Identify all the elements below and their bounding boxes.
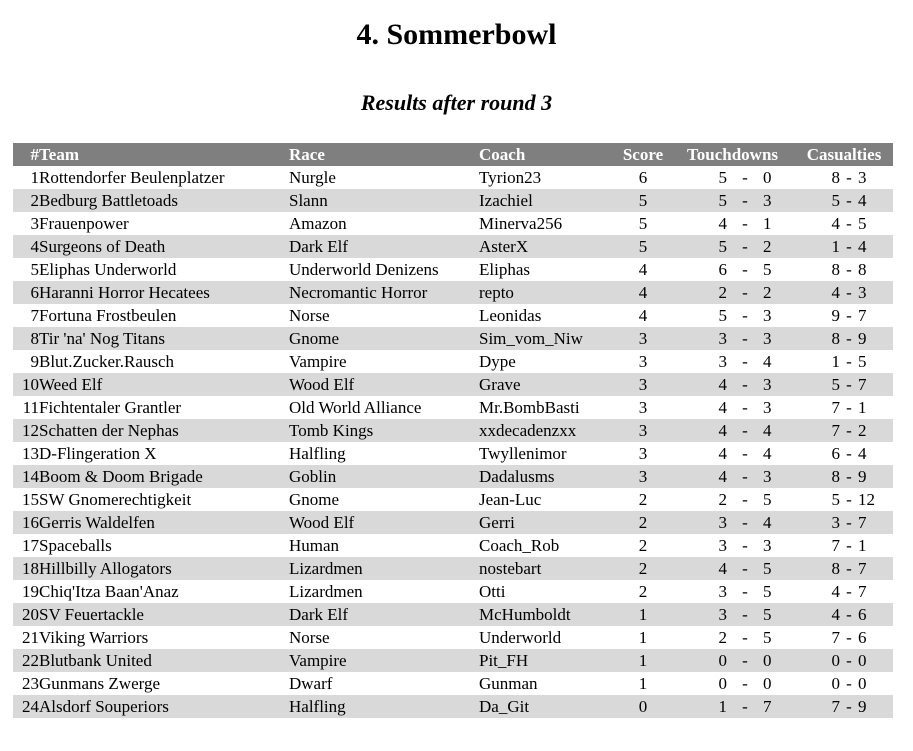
table-row bbox=[13, 396, 893, 419]
touchdowns-separator: - bbox=[727, 235, 763, 258]
casualties-for-cell: 7 bbox=[795, 695, 840, 718]
rank-cell: 9 bbox=[30, 352, 39, 371]
team-cell: SV Feuertackle bbox=[39, 603, 289, 626]
touchdowns-against-cell: 3 bbox=[763, 373, 795, 396]
score-cell: 1 bbox=[616, 603, 670, 626]
casualties-separator: - bbox=[840, 327, 858, 350]
coach-cell: Grave bbox=[479, 373, 616, 396]
touchdowns-separator: - bbox=[727, 465, 763, 488]
coach-cell: Tyrion23 bbox=[479, 168, 542, 187]
casualties-against-cell: 3 bbox=[858, 281, 893, 304]
casualties-separator: - bbox=[840, 695, 858, 718]
table-row bbox=[13, 649, 893, 672]
team-cell: Blutbank United bbox=[39, 649, 289, 672]
touchdowns-separator: - bbox=[727, 557, 763, 580]
column-header-casualties: Casualties bbox=[795, 143, 893, 166]
touchdowns-separator: - bbox=[742, 352, 748, 371]
race-cell: Underworld Denizens bbox=[289, 260, 439, 279]
casualties-for-cell: 1 bbox=[795, 235, 840, 258]
rank-cell: 24 bbox=[13, 695, 39, 718]
table-row bbox=[13, 419, 893, 442]
race-cell: Vampire bbox=[289, 649, 479, 672]
casualties-separator: - bbox=[840, 465, 858, 488]
coach-cell: repto bbox=[479, 281, 616, 304]
casualties-separator: - bbox=[846, 168, 852, 187]
race-cell: Gnome bbox=[289, 327, 479, 350]
rank-cell: 1 bbox=[30, 168, 39, 187]
touchdowns-separator: - bbox=[727, 281, 763, 304]
touchdowns-separator: - bbox=[742, 168, 748, 187]
touchdowns-for-cell: 2 bbox=[718, 628, 727, 647]
race-cell: Halfling bbox=[289, 444, 346, 463]
coach-cell: Gunman bbox=[479, 674, 538, 693]
team-cell: Rottendorfer Beulenplatzer bbox=[39, 168, 225, 187]
touchdowns-for-cell: 2 bbox=[718, 490, 727, 509]
score-cell: 6 bbox=[638, 168, 648, 187]
touchdowns-against-cell: 3 bbox=[763, 536, 772, 555]
touchdowns-for-cell: 2 bbox=[670, 281, 727, 304]
table-row bbox=[13, 235, 893, 258]
table-row bbox=[13, 603, 893, 626]
touchdowns-for-cell: 1 bbox=[670, 695, 727, 718]
casualties-against-cell: 12 bbox=[858, 490, 876, 509]
casualties-for-cell: 8 bbox=[831, 168, 841, 187]
casualties-separator: - bbox=[840, 281, 858, 304]
casualties-separator: - bbox=[846, 444, 852, 463]
score-cell: 2 bbox=[638, 536, 648, 555]
standings-table bbox=[13, 143, 893, 718]
team-cell: Gunmans Zwerge bbox=[39, 674, 161, 693]
casualties-for-cell: 9 bbox=[831, 306, 841, 325]
score-cell: 5 bbox=[616, 189, 670, 212]
rank-cell: 23 bbox=[22, 674, 39, 693]
race-cell: Dark Elf bbox=[289, 235, 479, 258]
touchdowns-against-cell: 2 bbox=[763, 281, 795, 304]
column-header-score: Score bbox=[616, 143, 670, 166]
casualties-separator: - bbox=[846, 260, 852, 279]
table-row bbox=[13, 511, 893, 534]
casualties-separator: - bbox=[846, 536, 852, 555]
casualties-separator: - bbox=[846, 628, 852, 647]
rank-cell: 8 bbox=[13, 327, 39, 350]
coach-cell: Jean-Luc bbox=[479, 490, 542, 509]
touchdowns-against-cell: 5 bbox=[763, 582, 772, 601]
race-cell: Dwarf bbox=[289, 674, 333, 693]
casualties-separator: - bbox=[840, 649, 858, 672]
casualties-separator: - bbox=[846, 398, 852, 417]
touchdowns-against-cell: 0 bbox=[763, 649, 795, 672]
coach-cell: Pit_FH bbox=[479, 649, 616, 672]
touchdowns-against-cell: 5 bbox=[763, 628, 772, 647]
casualties-separator: - bbox=[840, 419, 858, 442]
casualties-against-cell: 9 bbox=[858, 327, 893, 350]
touchdowns-separator: - bbox=[742, 260, 748, 279]
touchdowns-for-cell: 0 bbox=[670, 649, 727, 672]
casualties-against-cell: 0 bbox=[858, 649, 893, 672]
team-cell: Blut.Zucker.Rausch bbox=[39, 352, 175, 371]
casualties-against-cell: 4 bbox=[858, 189, 893, 212]
rank-cell: 5 bbox=[30, 260, 39, 279]
casualties-against-cell: 1 bbox=[858, 398, 867, 417]
touchdowns-against-cell: 4 bbox=[763, 444, 772, 463]
race-cell: Goblin bbox=[289, 465, 479, 488]
casualties-separator: - bbox=[846, 674, 852, 693]
touchdowns-for-cell: 5 bbox=[718, 306, 727, 325]
column-header-team: Team bbox=[39, 143, 289, 166]
touchdowns-separator: - bbox=[727, 327, 763, 350]
column-header-race: Race bbox=[289, 143, 479, 166]
team-cell: Haranni Horror Hecatees bbox=[39, 281, 289, 304]
team-cell: Eliphas Underworld bbox=[39, 260, 177, 279]
race-cell: Human bbox=[289, 536, 340, 555]
touchdowns-separator: - bbox=[742, 490, 748, 509]
table-row bbox=[13, 626, 893, 649]
touchdowns-for-cell: 3 bbox=[718, 352, 727, 371]
casualties-for-cell: 5 bbox=[795, 189, 840, 212]
touchdowns-separator: - bbox=[727, 695, 763, 718]
touchdowns-against-cell: 3 bbox=[763, 189, 795, 212]
table-row bbox=[13, 695, 893, 718]
coach-cell: Sim_vom_Niw bbox=[479, 327, 616, 350]
table-row bbox=[13, 534, 893, 557]
touchdowns-separator: - bbox=[742, 582, 748, 601]
casualties-against-cell: 5 bbox=[858, 352, 867, 371]
touchdowns-against-cell: 0 bbox=[763, 674, 772, 693]
touchdowns-against-cell: 0 bbox=[763, 168, 772, 187]
casualties-separator: - bbox=[846, 490, 852, 509]
rank-cell: 7 bbox=[30, 306, 39, 325]
score-cell: 1 bbox=[616, 649, 670, 672]
touchdowns-for-cell: 5 bbox=[670, 189, 727, 212]
touchdowns-for-cell: 6 bbox=[718, 260, 727, 279]
coach-cell: Coach_Rob bbox=[479, 536, 560, 555]
casualties-separator: - bbox=[846, 352, 852, 371]
casualties-against-cell: 0 bbox=[858, 674, 867, 693]
race-cell: Necromantic Horror bbox=[289, 281, 479, 304]
coach-cell: xxdecadenzxx bbox=[479, 419, 616, 442]
race-cell: Gnome bbox=[289, 490, 340, 509]
touchdowns-for-cell: 4 bbox=[718, 398, 727, 417]
score-cell: 3 bbox=[616, 419, 670, 442]
casualties-against-cell: 5 bbox=[858, 214, 867, 233]
casualties-for-cell: 7 bbox=[831, 628, 841, 647]
touchdowns-against-cell: 5 bbox=[763, 557, 795, 580]
team-cell: Viking Warriors bbox=[39, 628, 149, 647]
coach-cell: Leonidas bbox=[479, 306, 542, 325]
casualties-separator: - bbox=[840, 373, 858, 396]
team-cell: Boom & Doom Brigade bbox=[39, 465, 289, 488]
table-row bbox=[13, 465, 893, 488]
casualties-against-cell: 6 bbox=[858, 628, 867, 647]
table-header-row bbox=[13, 143, 893, 166]
touchdowns-for-cell: 0 bbox=[718, 674, 727, 693]
race-cell: Amazon bbox=[289, 214, 347, 233]
coach-cell: Dadalusms bbox=[479, 465, 616, 488]
score-cell: 2 bbox=[638, 582, 648, 601]
casualties-against-cell: 3 bbox=[858, 168, 867, 187]
score-cell: 0 bbox=[616, 695, 670, 718]
rank-cell: 11 bbox=[22, 398, 39, 417]
rank-cell: 21 bbox=[22, 628, 39, 647]
touchdowns-for-cell: 4 bbox=[718, 444, 727, 463]
touchdowns-separator: - bbox=[727, 189, 763, 212]
race-cell: Nurgle bbox=[289, 168, 336, 187]
touchdowns-separator: - bbox=[742, 214, 748, 233]
casualties-for-cell: 8 bbox=[795, 327, 840, 350]
coach-cell: Twyllenimor bbox=[479, 444, 567, 463]
touchdowns-for-cell: 4 bbox=[670, 373, 727, 396]
column-header-touchdowns: Touchdowns bbox=[670, 143, 795, 166]
team-cell: Weed Elf bbox=[39, 373, 289, 396]
casualties-for-cell: 6 bbox=[831, 444, 841, 463]
touchdowns-against-cell: 3 bbox=[763, 327, 795, 350]
touchdowns-for-cell: 4 bbox=[670, 557, 727, 580]
touchdowns-against-cell: 7 bbox=[763, 695, 795, 718]
table-row bbox=[13, 442, 893, 465]
table-row bbox=[13, 672, 893, 695]
casualties-for-cell: 0 bbox=[831, 674, 841, 693]
table-row bbox=[13, 166, 893, 189]
page-subtitle: Results after round 3 bbox=[360, 90, 553, 115]
rank-cell: 19 bbox=[22, 582, 39, 601]
touchdowns-against-cell: 4 bbox=[763, 511, 795, 534]
touchdowns-separator: - bbox=[742, 398, 748, 417]
score-cell: 4 bbox=[638, 260, 648, 279]
race-cell: Dark Elf bbox=[289, 603, 479, 626]
casualties-separator: - bbox=[840, 557, 858, 580]
touchdowns-against-cell: 3 bbox=[763, 306, 772, 325]
race-cell: Halfling bbox=[289, 695, 479, 718]
touchdowns-for-cell: 4 bbox=[718, 214, 727, 233]
score-cell: 4 bbox=[638, 306, 648, 325]
casualties-for-cell: 7 bbox=[831, 536, 841, 555]
team-cell: Tir 'na' Nog Titans bbox=[39, 327, 289, 350]
touchdowns-separator: - bbox=[742, 536, 748, 555]
coach-cell: Eliphas bbox=[479, 260, 530, 279]
touchdowns-for-cell: 5 bbox=[718, 168, 727, 187]
team-cell: Gerris Waldelfen bbox=[39, 511, 289, 534]
casualties-against-cell: 9 bbox=[858, 695, 893, 718]
table-row bbox=[13, 281, 893, 304]
race-cell: Lizardmen bbox=[289, 582, 363, 601]
casualties-separator: - bbox=[840, 235, 858, 258]
touchdowns-against-cell: 5 bbox=[763, 490, 772, 509]
score-cell: 3 bbox=[616, 327, 670, 350]
coach-cell: Mr.BombBasti bbox=[479, 398, 580, 417]
casualties-for-cell: 8 bbox=[831, 260, 841, 279]
table-row bbox=[13, 350, 893, 373]
casualties-against-cell: 1 bbox=[858, 536, 867, 555]
table-row bbox=[13, 304, 893, 327]
touchdowns-separator: - bbox=[742, 628, 748, 647]
team-cell: Alsdorf Souperiors bbox=[39, 695, 289, 718]
casualties-against-cell: 4 bbox=[858, 235, 893, 258]
team-cell: Bedburg Battletoads bbox=[39, 189, 289, 212]
team-cell: Surgeons of Death bbox=[39, 235, 289, 258]
coach-cell: Izachiel bbox=[479, 189, 616, 212]
touchdowns-against-cell: 5 bbox=[763, 260, 772, 279]
rank-cell: 16 bbox=[13, 511, 39, 534]
touchdowns-for-cell: 3 bbox=[670, 327, 727, 350]
score-cell: 2 bbox=[638, 490, 648, 509]
score-cell: 4 bbox=[616, 281, 670, 304]
casualties-for-cell: 8 bbox=[795, 465, 840, 488]
rank-cell: 10 bbox=[13, 373, 39, 396]
casualties-against-cell: 8 bbox=[858, 260, 867, 279]
table-row bbox=[13, 212, 893, 235]
casualties-against-cell: 7 bbox=[858, 511, 893, 534]
team-cell: Spaceballs bbox=[39, 536, 112, 555]
casualties-separator: - bbox=[840, 511, 858, 534]
casualties-for-cell: 0 bbox=[795, 649, 840, 672]
touchdowns-against-cell: 3 bbox=[763, 398, 772, 417]
casualties-for-cell: 8 bbox=[795, 557, 840, 580]
table-row bbox=[13, 258, 893, 281]
team-cell: Fortuna Frostbeulen bbox=[39, 306, 177, 325]
touchdowns-for-cell: 5 bbox=[670, 235, 727, 258]
score-cell: 5 bbox=[638, 214, 648, 233]
touchdowns-separator: - bbox=[742, 306, 748, 325]
team-cell: Chiq'Itza Baan'Anaz bbox=[39, 582, 179, 601]
coach-cell: Otti bbox=[479, 582, 506, 601]
table-row bbox=[13, 557, 893, 580]
race-cell: Slann bbox=[289, 189, 479, 212]
casualties-for-cell: 4 bbox=[795, 603, 840, 626]
race-cell: Old World Alliance bbox=[289, 398, 422, 417]
score-cell: 3 bbox=[638, 352, 648, 371]
score-cell: 3 bbox=[616, 373, 670, 396]
touchdowns-for-cell: 4 bbox=[670, 419, 727, 442]
team-cell: SW Gnomerechtigkeit bbox=[39, 490, 192, 509]
coach-cell: McHumboldt bbox=[479, 603, 616, 626]
casualties-against-cell: 9 bbox=[858, 465, 893, 488]
touchdowns-against-cell: 4 bbox=[763, 352, 772, 371]
casualties-for-cell: 5 bbox=[795, 373, 840, 396]
touchdowns-separator: - bbox=[742, 674, 748, 693]
coach-cell: Underworld bbox=[479, 628, 562, 647]
team-cell: Schatten der Nephas bbox=[39, 419, 289, 442]
page-title: 4. Sommerbowl bbox=[356, 18, 557, 51]
rank-cell: 15 bbox=[22, 490, 39, 509]
score-cell: 3 bbox=[616, 465, 670, 488]
touchdowns-for-cell: 3 bbox=[718, 536, 727, 555]
coach-cell: Minerva256 bbox=[479, 214, 563, 233]
table-row bbox=[13, 373, 893, 396]
score-cell: 1 bbox=[638, 674, 648, 693]
rank-cell: 12 bbox=[13, 419, 39, 442]
table-row bbox=[13, 580, 893, 603]
coach-cell: Gerri bbox=[479, 511, 616, 534]
score-cell: 2 bbox=[616, 511, 670, 534]
race-cell: Wood Elf bbox=[289, 373, 479, 396]
column-header-coach: Coach bbox=[479, 143, 616, 166]
touchdowns-against-cell: 1 bbox=[763, 214, 772, 233]
casualties-for-cell: 4 bbox=[795, 281, 840, 304]
touchdowns-against-cell: 4 bbox=[763, 419, 795, 442]
score-cell: 2 bbox=[616, 557, 670, 580]
casualties-against-cell: 7 bbox=[858, 373, 893, 396]
rank-cell: 22 bbox=[13, 649, 39, 672]
touchdowns-for-cell: 4 bbox=[670, 465, 727, 488]
casualties-for-cell: 1 bbox=[831, 352, 841, 371]
rank-cell: 2 bbox=[13, 189, 39, 212]
score-cell: 3 bbox=[638, 398, 648, 417]
table-row bbox=[13, 327, 893, 350]
touchdowns-against-cell: 5 bbox=[763, 603, 795, 626]
coach-cell: Da_Git bbox=[479, 695, 616, 718]
touchdowns-separator: - bbox=[727, 649, 763, 672]
team-cell: Frauenpower bbox=[39, 214, 129, 233]
coach-cell: Dype bbox=[479, 352, 516, 371]
casualties-for-cell: 4 bbox=[831, 582, 841, 601]
column-header-rank: # bbox=[13, 143, 39, 166]
casualties-separator: - bbox=[846, 306, 852, 325]
race-cell: Wood Elf bbox=[289, 511, 479, 534]
casualties-separator: - bbox=[840, 189, 858, 212]
touchdowns-separator: - bbox=[727, 511, 763, 534]
touchdowns-for-cell: 3 bbox=[670, 603, 727, 626]
rank-cell: 3 bbox=[30, 214, 39, 233]
race-cell: Norse bbox=[289, 306, 330, 325]
team-cell: Hillbilly Allogators bbox=[39, 557, 289, 580]
race-cell: Vampire bbox=[289, 352, 347, 371]
touchdowns-against-cell: 3 bbox=[763, 465, 795, 488]
rank-cell: 18 bbox=[13, 557, 39, 580]
rank-cell: 4 bbox=[13, 235, 39, 258]
team-cell: Fichtentaler Grantler bbox=[39, 398, 182, 417]
casualties-for-cell: 7 bbox=[831, 398, 841, 417]
casualties-against-cell: 6 bbox=[858, 603, 893, 626]
rank-cell: 20 bbox=[13, 603, 39, 626]
table-row bbox=[13, 488, 893, 511]
rank-cell: 13 bbox=[22, 444, 39, 463]
casualties-against-cell: 4 bbox=[858, 444, 867, 463]
touchdowns-for-cell: 3 bbox=[718, 582, 727, 601]
race-cell: Lizardmen bbox=[289, 557, 479, 580]
team-cell: D-Flingeration X bbox=[39, 444, 157, 463]
casualties-for-cell: 3 bbox=[795, 511, 840, 534]
race-cell: Norse bbox=[289, 628, 330, 647]
touchdowns-against-cell: 2 bbox=[763, 235, 795, 258]
touchdowns-separator: - bbox=[727, 603, 763, 626]
casualties-separator: - bbox=[846, 214, 852, 233]
score-cell: 3 bbox=[638, 444, 648, 463]
touchdowns-separator: - bbox=[727, 419, 763, 442]
touchdowns-separator: - bbox=[742, 444, 748, 463]
casualties-against-cell: 7 bbox=[858, 306, 867, 325]
score-cell: 1 bbox=[638, 628, 648, 647]
casualties-against-cell: 2 bbox=[858, 419, 893, 442]
touchdowns-for-cell: 3 bbox=[670, 511, 727, 534]
score-cell: 5 bbox=[616, 235, 670, 258]
casualties-for-cell: 5 bbox=[831, 490, 841, 509]
casualties-against-cell: 7 bbox=[858, 582, 867, 601]
touchdowns-separator: - bbox=[727, 373, 763, 396]
table-row bbox=[13, 189, 893, 212]
rank-cell: 6 bbox=[13, 281, 39, 304]
rank-cell: 17 bbox=[22, 536, 39, 555]
casualties-separator: - bbox=[846, 582, 852, 601]
race-cell: Tomb Kings bbox=[289, 419, 479, 442]
casualties-against-cell: 7 bbox=[858, 557, 893, 580]
rank-cell: 14 bbox=[13, 465, 39, 488]
casualties-separator: - bbox=[840, 603, 858, 626]
coach-cell: nostebart bbox=[479, 557, 616, 580]
coach-cell: AsterX bbox=[479, 235, 616, 258]
casualties-for-cell: 4 bbox=[831, 214, 841, 233]
casualties-for-cell: 7 bbox=[795, 419, 840, 442]
